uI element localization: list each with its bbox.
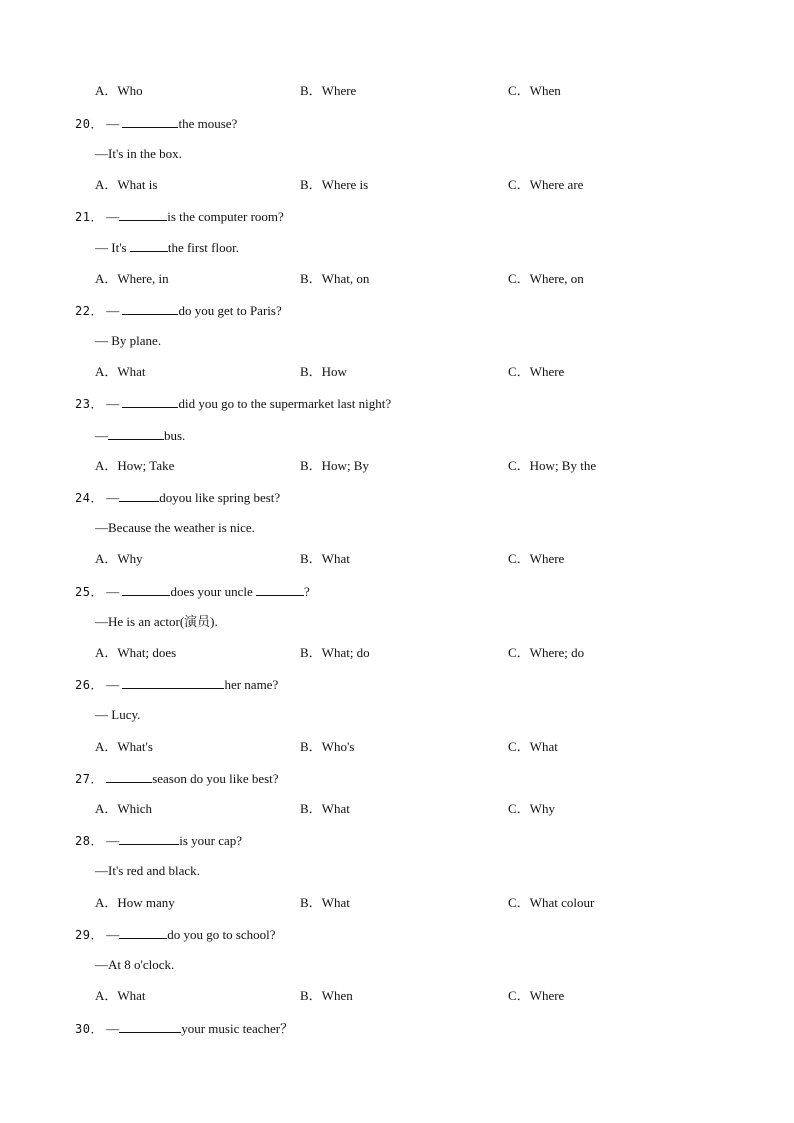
answer-blank [122,302,178,315]
answer-line: —He is an actor(演员). [95,614,218,629]
answer-blank [119,208,167,221]
answer-blank [119,1020,181,1033]
answer-prefix: — It's [95,240,130,255]
option-a: A．Who [95,83,143,98]
question-21 [75,208,284,225]
question-number: 29． [75,928,103,942]
question-number: 27． [75,772,103,786]
option-c: C．Where [508,988,565,1003]
option-b: B．Who's [300,739,355,754]
question-20 [75,115,237,132]
answer-blank [119,489,159,502]
answer-line [95,427,185,444]
question-text: the mouse? [178,116,238,131]
question-27 [75,770,279,787]
option-c: C．Why [508,801,555,816]
option-c: C．Where [508,551,565,566]
question-prefix: — [106,927,120,942]
option-a: A．How; Take [95,458,175,473]
answer-blank [108,427,164,440]
answer-line: —Because the weather is nice. [95,520,255,535]
question-29 [75,926,276,943]
option-c: C．Where [508,364,565,379]
question-text: do you get to Paris? [178,303,282,318]
option-c: C．How; By the [508,458,597,473]
question-text: did you go to the supermarket last night? [178,396,392,411]
question-text: season do you like best? [152,771,279,786]
answer-prefix: — [95,428,108,443]
question-number: 26． [75,678,103,692]
option-b: B．How [300,364,347,379]
option-b: B．What [300,551,350,566]
question-text: do you go to school? [167,927,276,942]
answer-line: —It's in the box. [95,146,182,161]
answer-blank [122,395,178,408]
question-28 [75,832,242,849]
option-a: A．How many [95,895,175,910]
answer-blank [130,239,168,252]
question-text: does your uncle [170,584,257,599]
question-prefix: — [106,396,123,411]
question-23 [75,395,391,412]
question-text-end: ? [304,584,310,599]
question-text: is your cap? [179,833,243,848]
question-prefix: — [106,209,120,224]
question-text: doyou like spring best? [159,490,281,505]
question-prefix: — [106,116,123,131]
option-a: A．Why [95,551,143,566]
question-prefix: — [106,1021,120,1036]
option-a: A．Which [95,801,153,816]
answer-blank [122,676,224,689]
option-b: B．What [300,895,350,910]
question-25 [75,583,310,600]
option-b: B．Where [300,83,357,98]
question-30 [75,1020,293,1037]
option-c: C．Where are [508,177,584,192]
question-number: 23． [75,397,103,411]
question-number: 28． [75,834,103,848]
option-a: A．What [95,364,146,379]
question-number: 24． [75,491,103,505]
answer-line: — By plane. [95,333,162,348]
option-c: C．When [508,83,561,98]
question-number: 22． [75,304,103,318]
question-prefix: — [106,677,123,692]
option-b: B．What [300,801,350,816]
option-c: C．Where, on [508,271,584,286]
question-number: 25． [75,585,103,599]
option-a: A．Where, in [95,271,169,286]
option-a: A．What's [95,739,153,754]
answer-blank [122,115,178,128]
question-prefix: — [106,584,123,599]
answer-blank [106,770,152,783]
answer-line: —At 8 o'clock. [95,957,175,972]
question-prefix: — [106,490,120,505]
option-a: A．What; does [95,645,177,660]
question-text: your music teacher？ [181,1021,294,1036]
answer-text: bus. [164,428,186,443]
option-c: C．Where; do [508,645,585,660]
option-b: B．How; By [300,458,369,473]
question-number: 21． [75,210,103,224]
option-b: B．When [300,988,353,1003]
question-24 [75,489,280,506]
question-text: her name? [224,677,279,692]
question-prefix: — [106,833,120,848]
answer-text: the first floor. [167,240,239,255]
option-a: A．What [95,988,146,1003]
answer-line: —It's red and black. [95,863,200,878]
option-b: B．Where is [300,177,369,192]
question-26 [75,676,278,693]
option-c: C．What [508,739,558,754]
option-b: B．What, on [300,271,370,286]
question-number: 20． [75,117,103,131]
answer-blank [119,926,167,939]
option-a: A．What is [95,177,158,192]
option-b: B．What; do [300,645,370,660]
answer-blank [256,583,304,596]
answer-blank [119,832,179,845]
answer-line: — Lucy. [95,707,141,722]
answer-blank [122,583,170,596]
answer-line [95,239,239,256]
question-prefix: — [106,303,123,318]
option-c: C．What colour [508,895,595,910]
question-number: 30． [75,1022,103,1036]
question-22 [75,302,282,319]
question-text: is the computer room? [167,209,284,224]
